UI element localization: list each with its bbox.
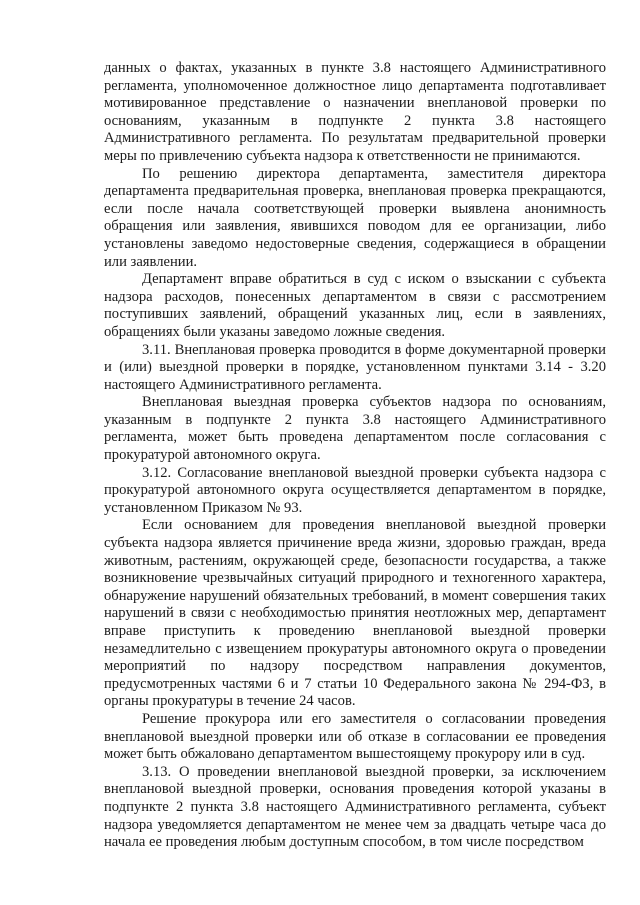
paragraph-3: Департамент вправе обратиться в суд с иском о взыскании с субъекта надзора расходов, понесенных департаментом в связи с рассмотрением поступивших заявлений, обращений указанных лиц, если в заявлениях, обращениях были указаны заведомо ложные сведения. <box>104 271 606 340</box>
paragraph-2: По решению директора департамента, заместителя директора департамента предварительная проверка, внеплановая проверка прекращаются, если после начала соответствующей проверки выявлена анонимность обращения или заявления, явившихся поводом для ее организации, либо установлены заведомо недостоверные сведения, содержащиеся в обращении или заявлении. <box>104 165 606 270</box>
paragraph-6: 3.12. Согласование внеплановой выездной проверки субъекта надзора с прокуратурой автономного округа осуществляется департаментом в порядке, установленном Приказом № 93. <box>104 464 606 516</box>
paragraph-7: Если основанием для проведения внеплановой выездной проверки субъекта надзора является причинение вреда жизни, здоровью граждан, вреда животным, растениям, окружающей среде, безопасности государства, а также возникновение чрезвычайных ситуаций природного и техногенного характера, обнаружение нарушений обязательных требований, в момент совершения таких нарушений в связи с необходимостью принятия неотложных мер, департамент вправе приступить к проведению внеплановой выездной проверки незамедлительно с извещением прокуратуры автономного округа о проведении мероприятий по надзору посредством направления документов, предусмотренных частями 6 и 7 статьи 10 Федерального закона № 294-ФЗ, в органы прокуратуры в течение 24 часов. <box>104 517 606 710</box>
paragraph-4: 3.11. Внеплановая проверка проводится в форме документарной проверки и (или) выездной проверки в порядке, установленном пунктами 3.14 - 3.20 настоящего Административного регламента. <box>104 341 606 393</box>
paragraph-9: 3.13. О проведении внеплановой выездной проверки, за исключением внеплановой выездной проверки, основания проведения которой указаны в подпункте 2 пункта 3.8 настоящего Административного регламента, субъект надзора уведомляется департаментом не менее чем за двадцать четыре часа до начала ее проведения любым доступным способом, в том числе посредством <box>104 763 606 851</box>
paragraph-8: Решение прокурора или его заместителя о согласовании проведения внеплановой выездной проверки или об отказе в согласовании ее проведения может быть обжаловано департаментом вышестоящему прокурору или в суд. <box>104 710 606 763</box>
paragraph-1: данных о фактах, указанных в пункте 3.8 настоящего Административного регламента, уполномоченное должностное лицо департамента подготавливает мотивированное представление о назначении внеплановой проверки по основаниям, указанным в подпункте 2 пункта 3.8 настоящего Административного регламента. По результатам предварительной проверки меры по привлечению субъекта надзора к ответственности не принимаются. <box>104 60 606 164</box>
document-body <box>104 60 606 852</box>
paragraph-5: Внеплановая выездная проверка субъектов надзора по основаниям, указанным в подпункте 2 пункта 3.8 настоящего Административного регламента, может быть проведена департаментом после согласования с прокуратурой автономного округа. <box>104 394 606 464</box>
